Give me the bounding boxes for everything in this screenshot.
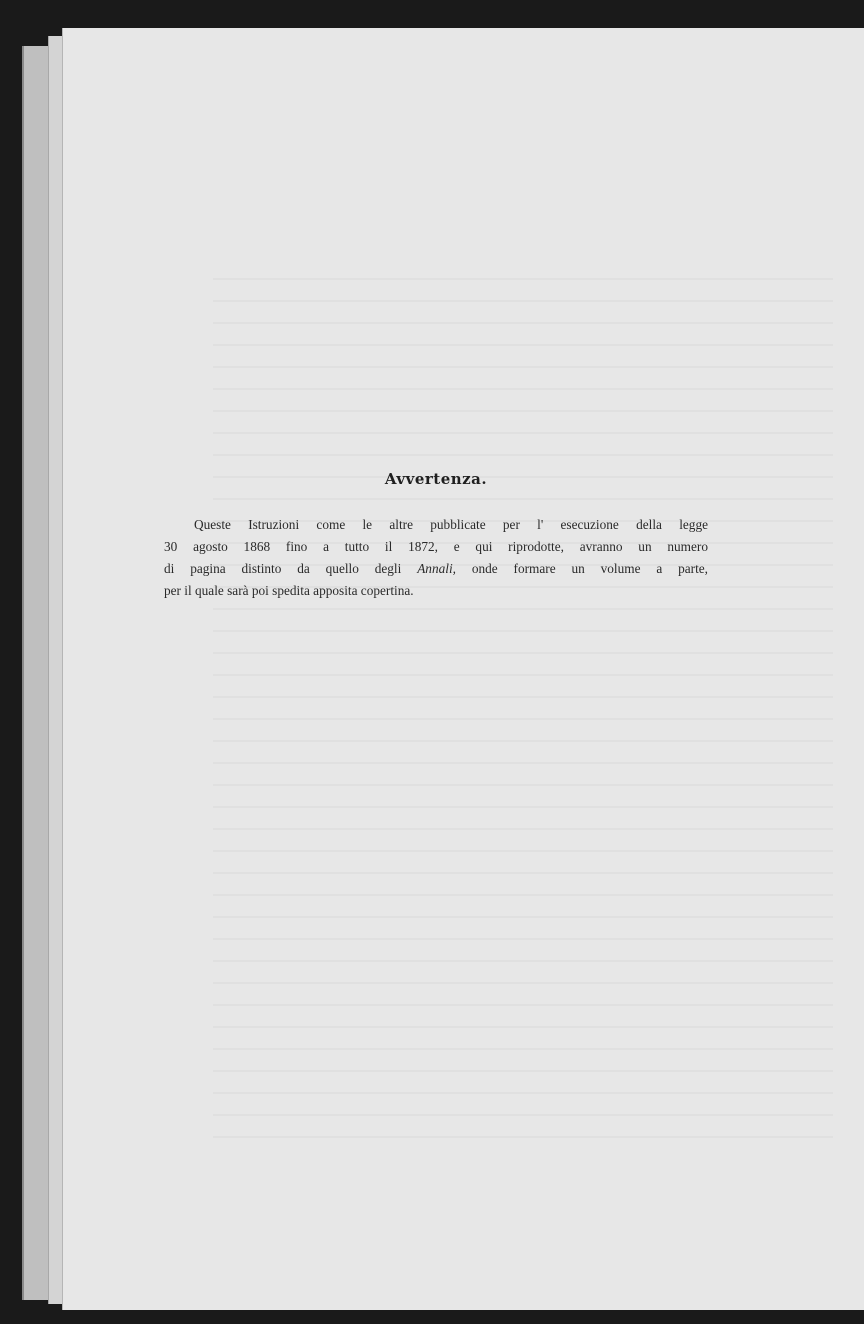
notice-line: 30 agosto 1868 fino a tutto il 1872, e qui riprodotte, avranno un numero: [164, 539, 708, 554]
notice-block: [164, 470, 708, 602]
notice-line: Queste Istruzioni come le altre pubblicate per l' esecuzione della legge: [194, 517, 708, 532]
notice-line: per il quale sarà poi spedita apposita copertina.: [164, 583, 414, 598]
show-through-texture: [213, 278, 833, 1148]
notice-line-text: di pagina distinto da quello degli: [164, 561, 418, 576]
notice-line-text: onde formare un volume a parte,: [455, 561, 708, 576]
notice-heading: Avvertenza.: [384, 470, 488, 488]
notice-line: [164, 558, 708, 580]
annali-title: Annali,: [417, 561, 456, 576]
notice-body: [164, 514, 708, 602]
document-page: [62, 28, 864, 1310]
